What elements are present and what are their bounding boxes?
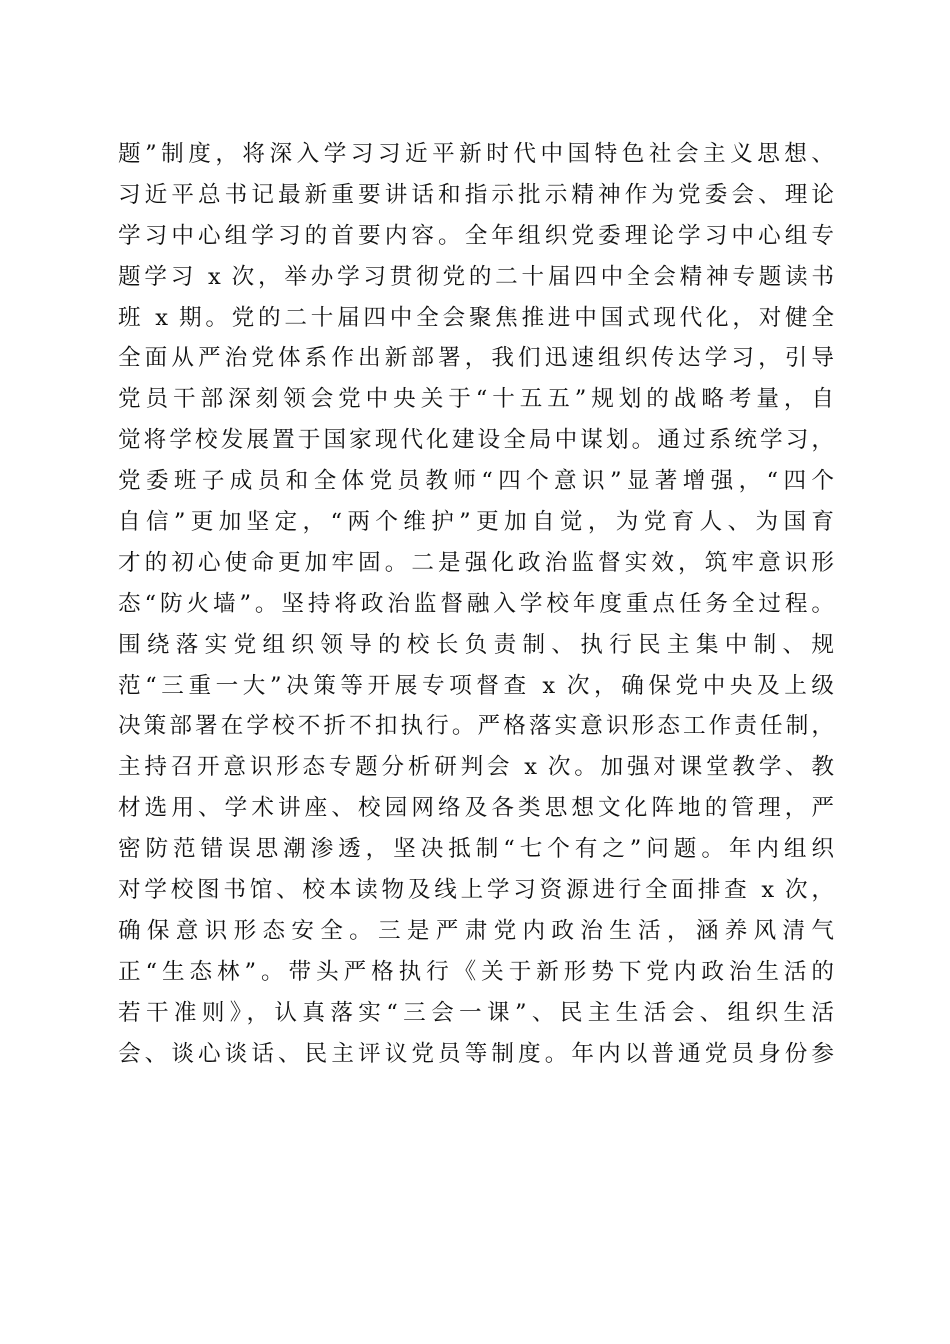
text-line: 密防范错误思潮渗透，坚决抵制“七个有之”问题。年内组织 <box>118 836 834 863</box>
text-line: 学习中心组学习的首要内容。全年组织党委理论学习中心组专 <box>118 222 834 249</box>
text-line: 党委班子成员和全体党员教师“四个意识”显著增强，“四个 <box>118 468 834 495</box>
text-line: 正“生态林”。带头严格执行《关于新形势下党内政治生活的 <box>118 958 834 985</box>
text-line: 习近平总书记最新重要讲话和指示批示精神作为党委会、理论 <box>118 181 834 208</box>
text-line: 材选用、学术讲座、校园网络及各类思想文化阵地的管理，严 <box>118 795 834 822</box>
text-line: 确保意识形态安全。三是严肃党内政治生活，涵养风清气 <box>118 917 834 944</box>
body-paragraph <box>118 134 834 1074</box>
text-line: 若干准则》，认真落实“三会一课”、民主生活会、组织生活 <box>118 999 834 1026</box>
text-line: 自信”更加坚定，“两个维护”更加自觉，为党育人、为国育 <box>118 509 834 536</box>
text-line: 范“三重一大”决策等开展专项督查 x 次，确保党中央及上级 <box>118 672 834 699</box>
text-line: 题”制度，将深入学习习近平新时代中国特色社会主义思想、 <box>118 141 834 167</box>
text-line: 班 x 期。党的二十届四中全会聚焦推进中国式现代化，对健全 <box>118 304 834 331</box>
text-line: 全面从严治党体系作出新部署，我们迅速组织传达学习，引导 <box>118 345 834 372</box>
text-line: 态“防火墙”。坚持将政治监督融入学校年度重点任务全过程。 <box>118 590 834 617</box>
text-line: 主持召开意识形态专题分析研判会 x 次。加强对课堂教学、教 <box>118 754 834 781</box>
text-line: 觉将学校发展置于国家现代化建设全局中谋划。通过系统学习， <box>118 427 834 454</box>
text-line: 题学习 x 次，举办学习贯彻党的二十届四中全会精神专题读书 <box>118 263 834 290</box>
text-line: 围绕落实党组织领导的校长负责制、执行民主集中制、规 <box>118 631 834 658</box>
text-line: 会、谈心谈话、民主评议党员等制度。年内以普通党员身份参 <box>118 1040 834 1067</box>
text-line: 对学校图书馆、校本读物及线上学习资源进行全面排查 x 次， <box>118 877 834 904</box>
text-line: 决策部署在学校不折不扣执行。严格落实意识形态工作责任制， <box>118 713 834 740</box>
text-line: 才的初心使命更加牢固。二是强化政治监督实效，筑牢意识形 <box>118 549 834 576</box>
text-line: 党员干部深刻领会党中央关于“十五五”规划的战略考量，自 <box>118 386 834 413</box>
